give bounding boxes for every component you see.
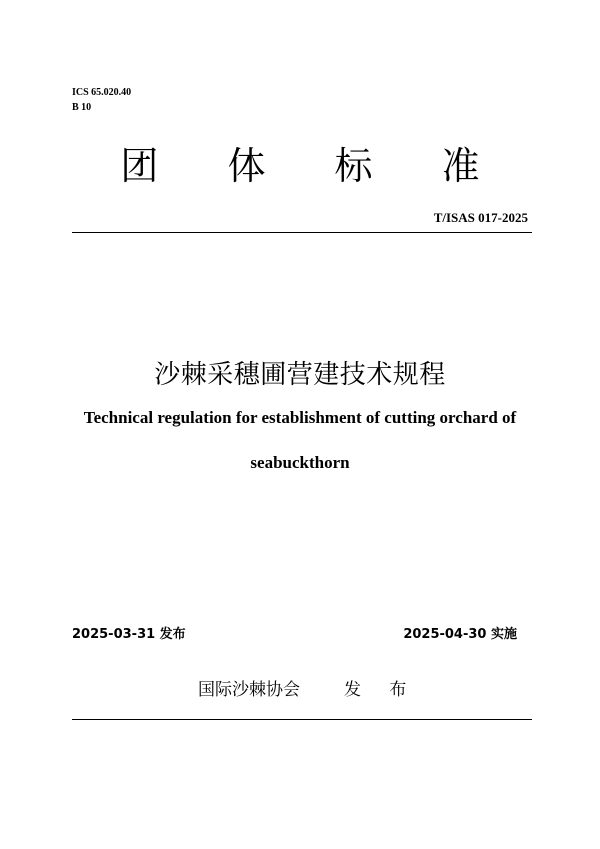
top-divider — [72, 232, 532, 233]
standard-type-heading — [0, 142, 600, 190]
bottom-divider — [72, 719, 532, 720]
ics-code: ICS 65.020.40 — [72, 87, 132, 98]
implementation-date: 2025-04-30 实施 — [403, 627, 517, 642]
standard-type-char: 标 — [334, 144, 373, 188]
ccs-code: B 10 — [72, 102, 92, 113]
standard-type-char: 团 — [120, 144, 159, 188]
publisher-action — [344, 679, 429, 701]
title-chinese: 沙棘采穗圃营建技术规程 — [154, 360, 446, 390]
standard-type-char: 准 — [441, 144, 480, 188]
standard-number: T/ISAS 017-2025 — [433, 210, 528, 225]
publisher-action-char: 布 — [389, 680, 407, 700]
publisher-action-char: 发 — [344, 680, 361, 700]
standard-type-char: 体 — [227, 144, 266, 188]
publisher-name: 国际沙棘协会 — [198, 680, 300, 700]
title-english-line-2: seabuckthorn — [250, 453, 350, 472]
issue-date: 2025-03-31 发布 — [72, 627, 186, 642]
title-english-line-1: Technical regulation for establishment of cutting orchard of — [83, 408, 517, 427]
